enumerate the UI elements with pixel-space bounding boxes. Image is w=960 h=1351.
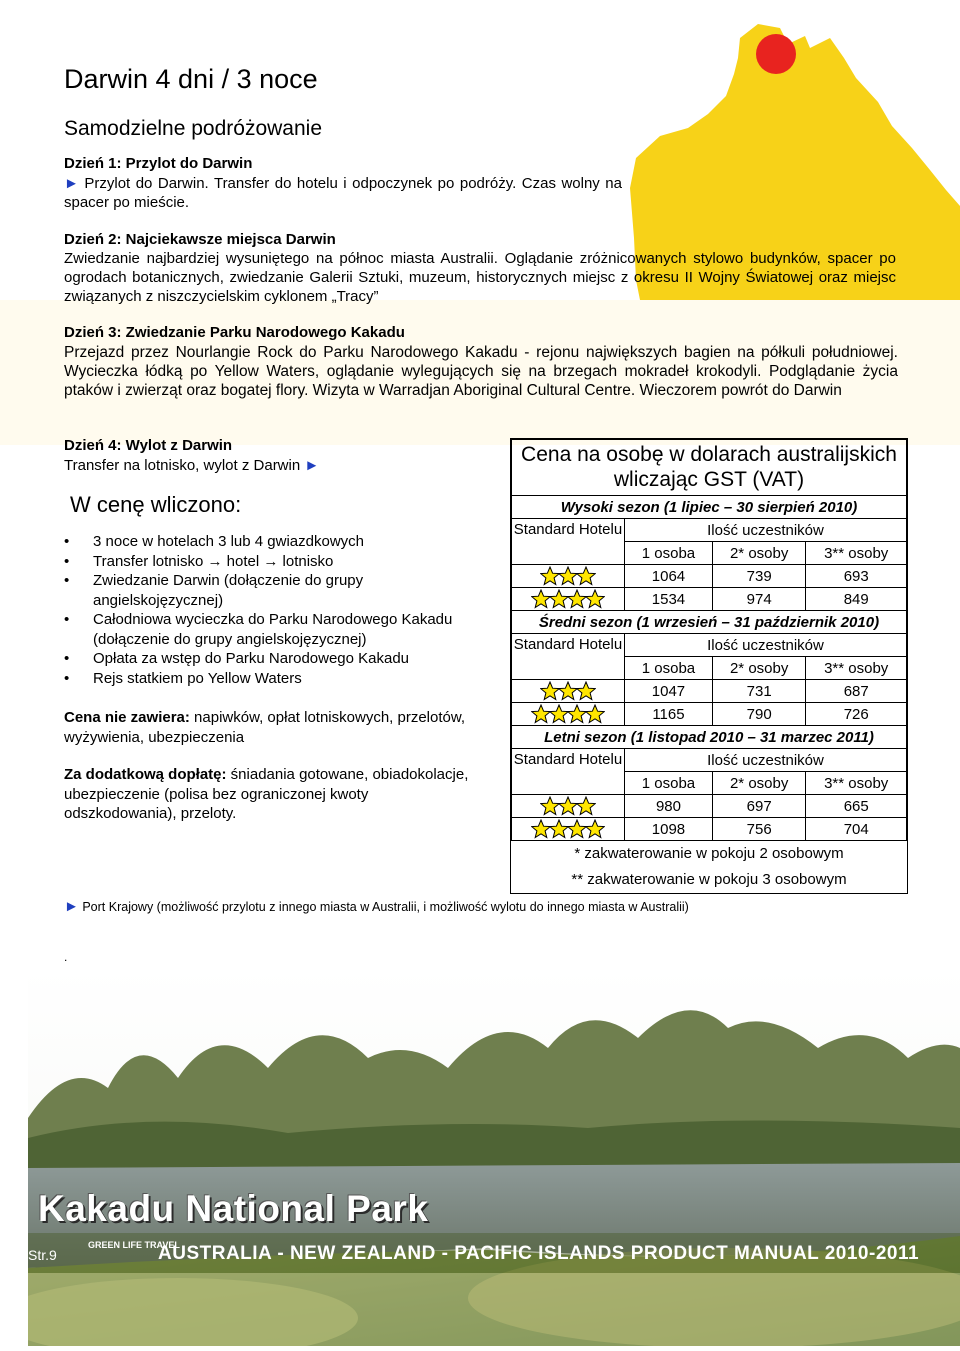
star-icon (558, 681, 578, 701)
brand-logo: GREEN LIFE TRAVEL (88, 1240, 180, 1250)
star-icon (531, 704, 551, 724)
price-cell: 1165 (625, 703, 713, 726)
price-cell: 974 (712, 588, 805, 611)
price-cell: 1047 (625, 680, 713, 703)
day3-text: Przejazd przez Nourlangie Rock do Parku Narodowego Kakadu - rejonu największych bagien na półkuli południowej. Wycieczka łódką po Yellow Waters, oglądanie wylegujących się na brzegach mokradeł krokodyli. Podglądanie życia ptaków i zwierząt oraz bogatej flory. Wizyta w Warradjan Aboriginal Cultural Centre. Wieczorem powrót do Darwin (64, 344, 898, 399)
not-included-label: Cena nie zawiera: (64, 709, 190, 726)
price-cell: 731 (712, 680, 805, 703)
extra-label: Za dodatkową dopłatę: (64, 766, 227, 783)
page-number: Str.9 (28, 1247, 57, 1263)
day2-text: Zwiedzanie najbardziej wysuniętego na północ miasta Australii. Oglądanie zróżnicowanych stylowo budynków, spacer po ogrodach botanicznych, zwiedzanie Galerii Sztuki, muzeum, historycznych miejsc z okresu II Wojny Światowej oraz miejsc związanych z niszczycielskim cyklonem „Tracy” (64, 250, 896, 305)
star-icon (585, 819, 605, 839)
stars-3 (512, 565, 625, 588)
price-cell: 665 (806, 795, 907, 818)
included-item: • Opłata za wstęp do Parku Narodowego Kakadu (64, 649, 494, 669)
star-icon (558, 796, 578, 816)
star-icon (576, 566, 596, 586)
stray-dot: . (64, 950, 68, 964)
port-note-text: Port Krajowy (możliwość przylotu z innego miasta w Australii, i możliwość wylotu do innego miasta w Australii) (82, 900, 689, 914)
star-icon (567, 704, 587, 724)
star-icon (549, 819, 569, 839)
season-mid: Średni sezon (1 wrzesień – 31 październik 2010) (512, 611, 907, 634)
col-header: 3** osoby (806, 542, 907, 565)
participants-header: Ilość uczestników (625, 634, 907, 657)
photo-title: Kakadu National Park (38, 1188, 429, 1229)
price-cell: 1534 (625, 588, 713, 611)
star-icon (585, 704, 605, 724)
price-cell: 687 (806, 680, 907, 703)
price-cell: 739 (712, 565, 805, 588)
day2-heading: Dzień 2: Najciekawsze miejsca Darwin (64, 231, 336, 248)
price-table (510, 438, 908, 894)
star-icon (576, 796, 596, 816)
footnote-3person: ** zakwaterowanie w pokoju 3 osobowym (571, 871, 847, 888)
price-cell: 756 (712, 818, 805, 841)
included-title: W cenę wliczono: (70, 492, 242, 517)
star-icon (531, 589, 551, 609)
product-manual-banner: AUSTRALIA - NEW ZEALAND - PACIFIC ISLANDS PRODUCT MANUAL 2010-2011 (158, 1243, 920, 1264)
footnote-2person: * zakwaterowanie w pokoju 2 osobowym (574, 845, 844, 862)
col-header: 1 osoba (625, 542, 713, 565)
day1-text (64, 174, 622, 212)
star-icon (540, 796, 560, 816)
season-high: Wysoki sezon (1 lipiec – 30 sierpień 2010) (512, 496, 907, 519)
col-header: 1 osoba (625, 657, 713, 680)
port-arrow-icon: ► (64, 898, 79, 915)
col-header: 1 osoba (625, 772, 713, 795)
day4-text (64, 456, 484, 475)
price-cell: 693 (806, 565, 907, 588)
kakadu-photo (28, 968, 960, 1346)
day4-arrow-icon: ► (304, 457, 320, 474)
page-title: Darwin 4 dni / 3 noce (64, 64, 318, 94)
included-item: • Rejs statkiem po Yellow Waters (64, 669, 494, 689)
included-item: • Całodniowa wycieczka do Parku Narodowego Kakadu (dołączenie do grupy angielskojęzycznej) (64, 610, 494, 649)
col-header: 2* osoby (712, 772, 805, 795)
included-item: • Zwiedzanie Darwin (dołączenie do grupy angielskojęzycznej) (64, 571, 494, 610)
day4-body: Transfer na lotnisko, wylot z Darwin (64, 457, 301, 474)
star-icon (567, 589, 587, 609)
hotel-standard-header: Standard Hotelu (512, 749, 625, 795)
col-header: 3** osoby (806, 657, 907, 680)
season-summer: Letni sezon (1 listopad 2010 – 31 marzec 2011) (512, 726, 907, 749)
price-cell: 1064 (625, 565, 713, 588)
day1-heading: Dzień 1: Przylot do Darwin (64, 155, 253, 172)
day4-heading: Dzień 4: Wylot z Darwin (64, 437, 233, 454)
price-cell: 726 (806, 703, 907, 726)
star-icon (540, 566, 560, 586)
participants-header: Ilość uczestników (625, 749, 907, 772)
star-icon (585, 589, 605, 609)
price-cell: 849 (806, 588, 907, 611)
star-icon (531, 819, 551, 839)
price-cell: 980 (625, 795, 713, 818)
price-cell: 704 (806, 818, 907, 841)
price-cell: 1098 (625, 818, 713, 841)
hotel-standard-header: Standard Hotelu (512, 634, 625, 680)
stars-4 (512, 703, 625, 726)
price-cell: 697 (712, 795, 805, 818)
col-header: 2* osoby (712, 657, 805, 680)
included-list (64, 532, 494, 688)
col-header: 2* osoby (712, 542, 805, 565)
price-cell: 790 (712, 703, 805, 726)
star-icon (558, 566, 578, 586)
star-icon (567, 819, 587, 839)
stars-4 (512, 818, 625, 841)
star-icon (549, 704, 569, 724)
day1-body: Przylot do Darwin. Transfer do hotelu i odpoczynek po podróży. Czas wolny na spacer po mieście. (64, 175, 622, 211)
darwin-marker (756, 34, 796, 74)
not-included-note (64, 708, 484, 747)
hotel-standard-header: Standard Hotelu (512, 519, 625, 565)
extra-text: śniadania gotowane, obiadokolacje, ubezpieczenie (polisa bez ograniczonej kwoty odszkodowania), przeloty. (64, 766, 469, 822)
page-subtitle: Samodzielne podróżowanie (64, 117, 322, 140)
star-icon (540, 681, 560, 701)
star-icon (549, 589, 569, 609)
day3-heading: Dzień 3: Zwiedzanie Parku Narodowego Kakadu (64, 324, 405, 341)
star-icon (576, 681, 596, 701)
included-item: • 3 noce w hotelach 3 lub 4 gwiazdkowych (64, 532, 494, 552)
stars-3 (512, 680, 625, 703)
col-header: 3** osoby (806, 772, 907, 795)
stars-3 (512, 795, 625, 818)
port-note (64, 898, 689, 915)
not-included-text: napiwków, opłat lotniskowych, przelotów, wyżywienia, ubezpieczenia (64, 709, 466, 746)
day1-arrow-icon: ► (64, 175, 79, 192)
stars-4 (512, 588, 625, 611)
included-item: • Transfer lotnisko → hotel → lotnisko (64, 552, 494, 572)
kakadu-landscape-image (28, 968, 960, 1346)
extra-cost-note (64, 765, 484, 824)
participants-header: Ilość uczestników (625, 519, 907, 542)
price-table-title: Cena na osobę w dolarach australijskich wliczając GST (VAT) (512, 440, 907, 496)
